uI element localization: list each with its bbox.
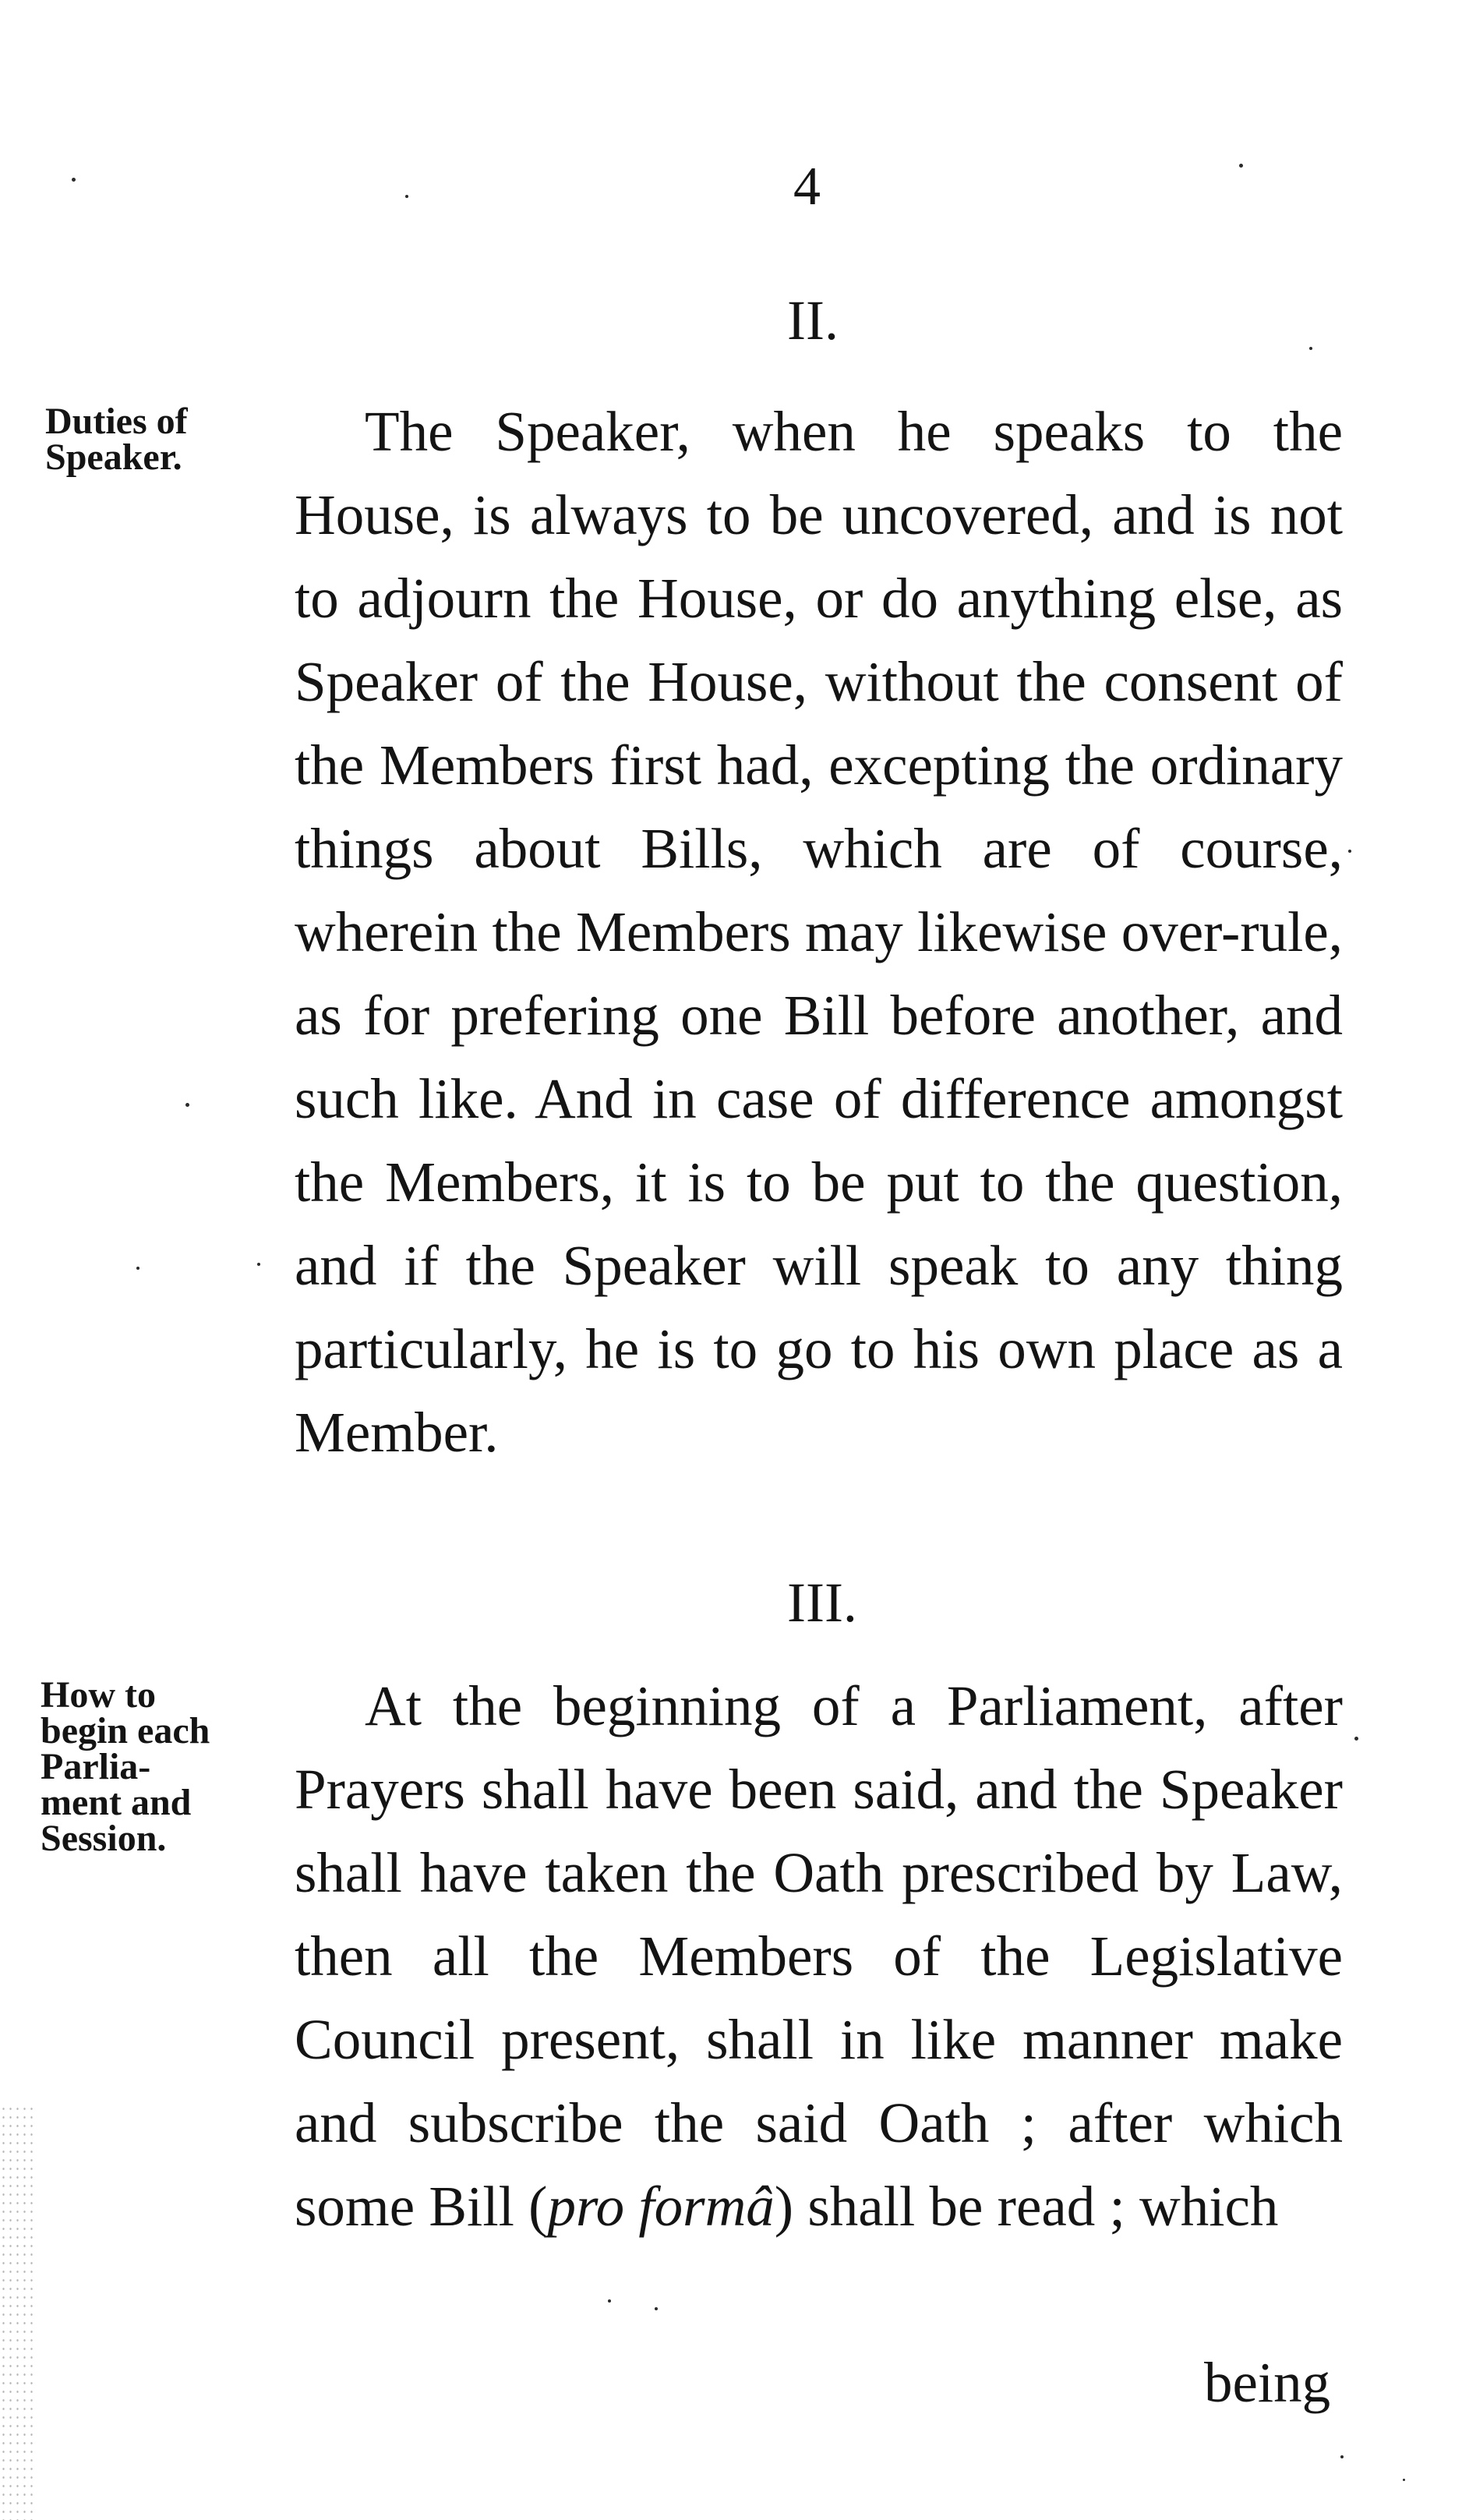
paragraph-text-after-italic: ) shall be read ; which [774,2175,1279,2238]
ink-speck [655,2307,658,2310]
ink-speck [257,1263,260,1266]
ink-speck [185,1103,189,1107]
ink-speck [1348,850,1351,853]
ink-speck [1340,2455,1344,2458]
margin-note-how-to-begin: How to begin each Parlia- ment and Session. [41,1674,210,1859]
ink-speck [1354,1737,1358,1741]
ink-speck [405,195,408,198]
catchword: being [1204,2351,1331,2414]
section-heading-2: II. [787,289,839,352]
scan-edge-noise [0,2105,35,2520]
ink-speck [72,178,76,182]
page-number: 4 [793,157,821,217]
section-heading-3: III. [787,1571,857,1634]
paragraph-beginning-of-parliament [295,1664,1343,2248]
margin-note-duties-of-speaker: Duties of Speaker. [45,401,188,478]
paragraph-italic-phrase: pro formâ [547,2175,775,2238]
paragraph-duties-of-speaker: The Speaker, when he speaks to the House, is always to be uncovered, and is not to adjourn the House, or do anything else, as Speaker of the House, without the consent of the Members first had, excepting the ordinary things about Bills, which are of course, wherein the Members may likewise over-rule, as for prefering one Bill before another, and such like. And in case of difference amongst the Members, it is to be put to the question, and if the Speaker will speak to any thing particularly, he is to go to his own place as a Member. [295,400,1343,1464]
ink-speck [136,1267,139,1270]
ink-speck [1309,347,1312,350]
ink-speck [1239,164,1243,168]
ink-speck [1403,2479,1405,2481]
paragraph-text-before-italic: At the beginning of a Parliament, after Prayers shall have been said, and the Speaker shall have taken the Oath prescribed by Law, then all the Members of the Legislative Council present, shall in like manner make and subscribe the said Oath ; after which some Bill ( [295,1674,1343,2238]
ink-speck [608,2299,611,2303]
